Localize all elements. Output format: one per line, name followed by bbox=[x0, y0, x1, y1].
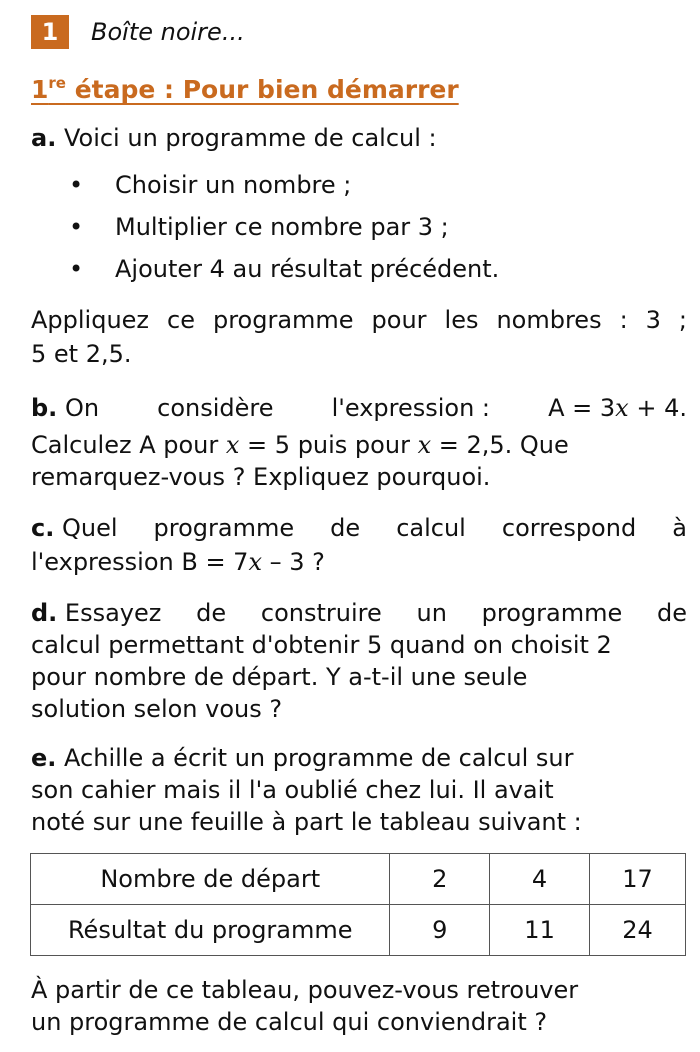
bullet-item: • Choisir un nombre ; bbox=[69, 171, 352, 199]
table-row bbox=[31, 905, 686, 956]
question-c-letter: c. bbox=[31, 514, 55, 542]
closing-line-1: À partir de ce tableau, pouvez-vous retrouver bbox=[31, 976, 579, 1004]
word: nombres bbox=[496, 306, 602, 334]
bullet-item: • Ajouter 4 au résultat précédent. bbox=[69, 255, 500, 283]
bullet-text: Multiplier ce nombre par 3 ; bbox=[115, 213, 449, 241]
question-b-line-3: remarquez-vous ? Expliquez pourquoi. bbox=[31, 463, 491, 491]
table-cell: 11 bbox=[490, 905, 590, 956]
question-d-line-4: solution selon vous ? bbox=[31, 695, 283, 723]
variable-x: x bbox=[615, 394, 629, 422]
variable-x: x bbox=[417, 431, 432, 459]
word: un bbox=[416, 599, 447, 627]
table-cell: 2 bbox=[390, 854, 490, 905]
bullet-text: Choisir un nombre ; bbox=[115, 171, 352, 199]
step-ordinal-suffix: re bbox=[48, 74, 66, 92]
table-row-label: Nombre de départ bbox=[31, 854, 390, 905]
bullet-text: Ajouter 4 au résultat précédent. bbox=[115, 255, 500, 283]
word: de bbox=[657, 599, 687, 627]
data-table bbox=[30, 853, 686, 956]
question-d-line-1 bbox=[31, 597, 687, 629]
word: calcul bbox=[396, 514, 466, 542]
word: 3 bbox=[645, 306, 661, 334]
question-b-line-1 bbox=[31, 392, 687, 424]
table-cell: 9 bbox=[390, 905, 490, 956]
question-d-letter: d. bbox=[31, 599, 58, 627]
b-text: = 2,5. Que bbox=[431, 431, 569, 459]
word: d. Essayez bbox=[31, 599, 162, 627]
expr-text: + 4. bbox=[628, 394, 687, 422]
step-heading bbox=[31, 74, 459, 104]
b-text: Calculez A pour bbox=[31, 431, 226, 459]
word: Appliquez bbox=[31, 306, 150, 334]
table-row-label: Résultat du programme bbox=[31, 905, 390, 956]
word: à bbox=[672, 514, 687, 542]
table-cell: 17 bbox=[590, 854, 686, 905]
table-row bbox=[31, 854, 686, 905]
b-word: l'expression : bbox=[331, 394, 491, 422]
closing-question bbox=[31, 974, 687, 1038]
question-d-line-2: calcul permettant d'obtenir 5 quand on choisit 2 bbox=[31, 631, 612, 659]
word: les bbox=[444, 306, 479, 334]
question-d-line-3: pour nombre de départ. Y a-t-il une seule bbox=[31, 663, 528, 691]
question-b-letter: b. bbox=[31, 394, 58, 422]
word: c. Quel bbox=[31, 514, 118, 542]
question-e-line-3: noté sur une feuille à part le tableau suivant : bbox=[31, 808, 582, 836]
e-text: Achille a écrit un programme de calcul sur bbox=[64, 744, 574, 772]
word: correspond bbox=[501, 514, 637, 542]
closing-line-2: un programme de calcul qui conviendrait ? bbox=[31, 1008, 548, 1036]
step-ordinal: 1 bbox=[31, 75, 49, 104]
word: ce bbox=[167, 306, 195, 334]
word: : bbox=[619, 306, 628, 334]
exercise-title: Boîte noire... bbox=[91, 18, 245, 46]
word: programme bbox=[212, 306, 354, 334]
step-title: étape : Pour bien démarrer bbox=[65, 75, 459, 104]
apply-line-2: 5 et 2,5. bbox=[31, 340, 132, 368]
word: programme bbox=[481, 599, 623, 627]
word: programme bbox=[153, 514, 295, 542]
expression-a bbox=[548, 392, 687, 424]
word: pour bbox=[371, 306, 427, 334]
c-text: l'expression B = 7 bbox=[31, 548, 249, 576]
b-word: On bbox=[64, 394, 100, 422]
word: ; bbox=[678, 306, 687, 334]
question-b bbox=[31, 392, 687, 493]
variable-x: x bbox=[225, 431, 240, 459]
question-c-line-2 bbox=[31, 545, 687, 579]
expr-text: A = 3 bbox=[548, 394, 616, 422]
c-text: – 3 ? bbox=[262, 548, 325, 576]
question-a-intro bbox=[31, 122, 687, 154]
variable-x: x bbox=[248, 548, 262, 576]
b-word: considère bbox=[157, 394, 274, 422]
question-c bbox=[31, 511, 687, 579]
word: construire bbox=[260, 599, 382, 627]
question-c-line-1 bbox=[31, 511, 687, 545]
question-e-letter: e. bbox=[31, 744, 57, 772]
question-b-line-2 bbox=[31, 429, 687, 461]
apply-line-1 bbox=[31, 306, 687, 338]
table-cell: 4 bbox=[490, 854, 590, 905]
exercise-number-badge: 1 bbox=[31, 15, 69, 49]
question-a-text: Voici un programme de calcul : bbox=[63, 124, 437, 152]
question-e-line-1 bbox=[31, 742, 687, 774]
question-d bbox=[31, 597, 687, 725]
word: de bbox=[330, 514, 361, 542]
bullet-item: • Multiplier ce nombre par 3 ; bbox=[69, 213, 449, 241]
question-a-letter: a. bbox=[31, 124, 57, 152]
word: de bbox=[196, 599, 227, 627]
question-a-apply bbox=[31, 306, 687, 370]
question-e-line-2: son cahier mais il l'a oublié chez lui. Il avait bbox=[31, 776, 554, 804]
table-cell: 24 bbox=[590, 905, 686, 956]
exercise-header bbox=[31, 14, 245, 50]
question-e bbox=[31, 742, 687, 838]
b-text: = 5 puis pour bbox=[239, 431, 418, 459]
